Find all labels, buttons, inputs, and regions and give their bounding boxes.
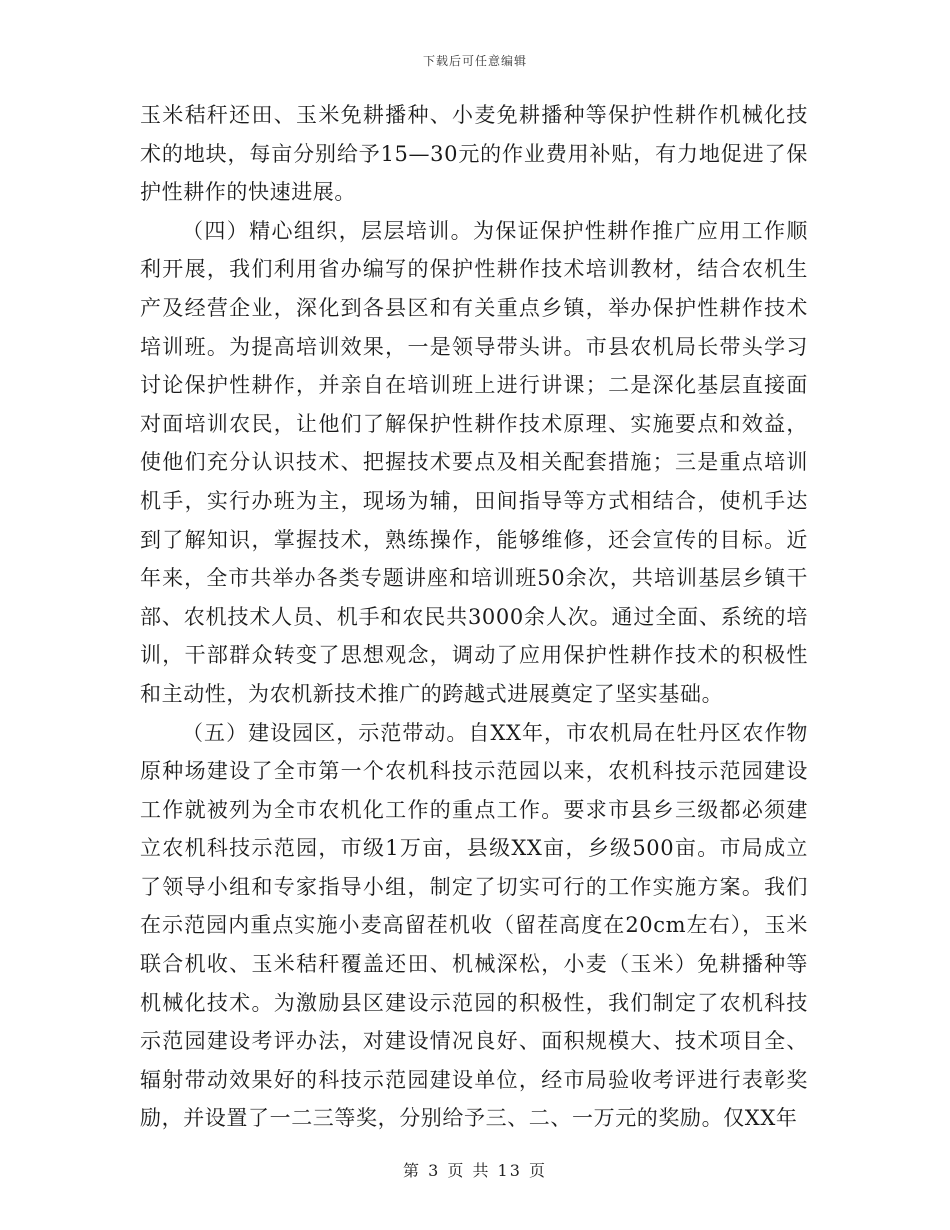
paragraph-demonstration-park: （五）建设园区，示范带动。自XX年，市农机局在牡丹区农作物原种场建设了全市第一个农机科技示范园以来，农机科技示范园建设工作就被列为全市农机化工作的重点工作。要求市县乡三级都必须建立农机科技示范园，市级1万亩，县级XX亩，乡级500亩。市局成立了领导小组和专家指导小组，制定了切实可行的工作实施方案。我们在示范园内重点实施小麦高留茬机收（留茬高度在20cm左右），玉米联合机收、玉米秸秆覆盖还田、机械深松，小麦（玉米）免耕播种等机械化技术。为激励县区建设示范园的积极性，我们制定了农机科技示范园建设考评办法，对建设情况良好、面积规模大、技术项目全、辐射带动效果好的科技示范园建设单位，经市局验收考评进行表彰奖励，并设置了一二三等奖，分别给予三、二、一万元的奖励。仅XX年 xyxy=(140,720,808,1131)
paragraph-training: （四）精心组织，层层培训。为保证保护性耕作推广应用工作顺利开展，我们利用省办编写的保护性耕作技术培训教材，结合农机生产及经营企业，深化到各县区和有关重点乡镇，举办保护性耕作技术培训班。为提高培训效果，一是领导带头讲。市县农机局长带头学习讨论保护性耕作，并亲自在培训班上进行讲课；二是深化基层直接面对面培训农民，让他们了解保护性耕作技术原理、实施要点和效益，使他们充分认识技术、把握技术要点及相关配套措施；三是重点培训机手，实行办班为主，现场为辅，田间指导等方式相结合，使机手达到了解知识，掌握技术，熟练操作，能够维修，还会宣传的目标。近年来，全市共举办各类专题讲座和培训班50余次，共培训基层乡镇干部、农机技术人员、机手和农民共3000余人次。通过全面、系统的培训，干部群众转变了思想观念，调动了应用保护性耕作技术的积极性和主动性，为农机新技术推广的跨越式进展奠定了坚实基础。 xyxy=(140,218,808,706)
page-number-footer: 第 3 页 共 13 页 xyxy=(403,1161,547,1180)
page-header: 下载后可任意编辑 xyxy=(422,54,527,68)
paragraph-continued: 玉米秸秆还田、玉米免耕播种、小麦免耕播种等保护性耕作机械化技术的地块，每亩分别给予15—30元的作业费用补贴，有力地促进了保护性耕作的快速进展。 xyxy=(140,103,808,205)
document-body xyxy=(140,96,808,1138)
